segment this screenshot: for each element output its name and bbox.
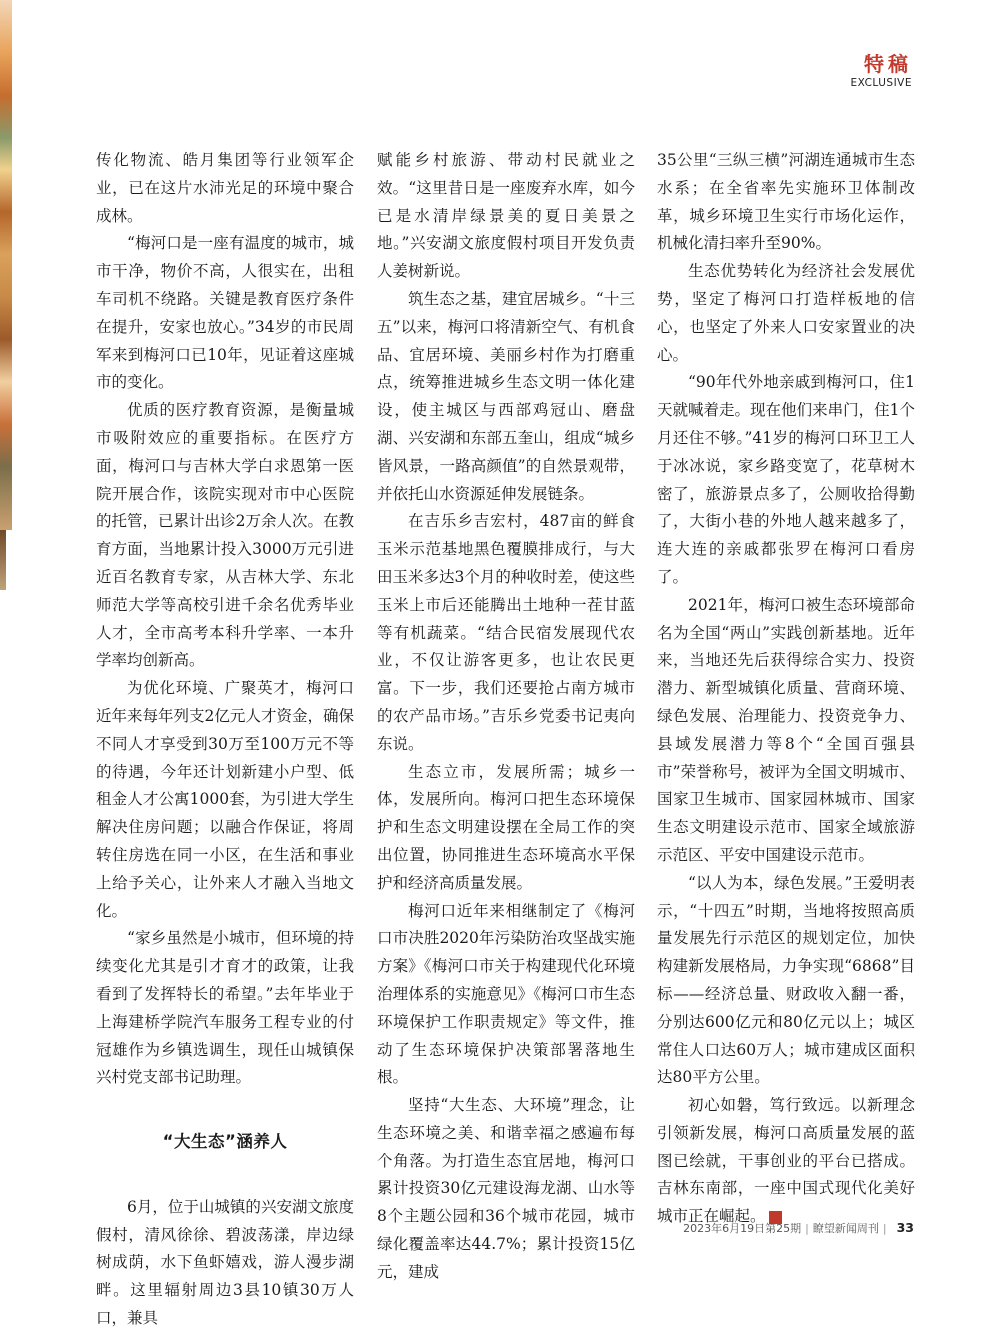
article-paragraph: 传化物流、皓月集团等行业领军企业，已在这片水沛光足的环境中聚合成林。 bbox=[96, 151, 354, 225]
article-paragraph: “以人为本，绿色发展。”王爱明表示，“十四五”时期，当地将按照高质量发展先行示范区的规划定位，加快构建新发展格局，力争实现“6868”目标——经济总量、财政收入翻一番，分别达600亿元和80亿元以上；城区常住人口达60万人；城市建成区面积达80平方公里。 bbox=[657, 873, 915, 1087]
article-paragraph: 初心如磐，笃行致远。以新理念引领新发展，梅河口高质量发展的蓝图已绘就，干事创业的平台已搭成。吉林东南部，一座中国式现代化美好城市正在崛起。 瞭 bbox=[657, 1096, 915, 1226]
page-footer: 2023年6月19日第25期 | 瞭望新闻周刊 | 33 bbox=[683, 1220, 914, 1235]
page-number: 33 bbox=[896, 1220, 914, 1235]
text-column-2 bbox=[377, 147, 635, 1287]
text-column-1 bbox=[96, 147, 354, 1333]
end-mark-icon: 瞭 bbox=[769, 1211, 782, 1224]
photo-strip-edge bbox=[0, 0, 12, 530]
article-paragraph: 在吉乐乡吉宏村，487亩的鲜食玉米示范基地黑色覆膜排成行，与大田玉米多达3个月的种收时差，使这些玉米上市后还能腾出土地种一茬甘蓝等有机蔬菜。“结合民宿发展现代农业，不仅让游客更多，也让农民更富。下一步，我们还要抢占南方城市的农产品市场。”吉乐乡党委书记夷向东说。 bbox=[377, 512, 635, 753]
section-subtitle: EXCLUSIVE bbox=[850, 77, 912, 89]
article-paragraph: “家乡虽然是小城市，但环境的持续变化尤其是引才育才的政策，让我看到了发挥特长的希望。”去年毕业于上海建桥学院汽车服务工程专业的付冠雄作为乡镇选调生，现任山城镇保兴村党支部书记助理。 bbox=[96, 929, 354, 1087]
article-paragraph: 坚持“大生态、大环境”理念，让生态环境之美、和谐幸福之感遍布每个角落。为打造生态宜居地，梅河口累计投资30亿元建设海龙湖、山水等8个主题公园和36个城市花园，城市绿化覆盖率达44.7%；累计投资15亿元，建成 bbox=[377, 1096, 635, 1281]
text-column-3 bbox=[657, 147, 915, 1231]
magazine-name: 瞭望新闻周刊 bbox=[812, 1222, 879, 1235]
article-paragraph: 优质的医疗教育资源，是衡量城市吸附效应的重要指标。在医疗方面，梅河口与吉林大学白求恩第一医院开展合作，该院实现对市中心医院的托管，已累计出诊2万余人次。在教育方面，当地累计投入3000万元引进近百名教育专家，从吉林大学、东北师范大学等高校引进千余名优秀毕业人才，全市高考本科升学率、一本升学率均创新高。 bbox=[96, 401, 354, 670]
article-paragraph: 生态立市，发展所需；城乡一体，发展所向。梅河口把生态环境保护和生态文明建设摆在全局工作的突出位置，协同推进生态环境高水平保护和经济高质量发展。 bbox=[377, 762, 635, 892]
photo-strip-edge-lower bbox=[0, 530, 6, 590]
article-paragraph: 梅河口近年来相继制定了《梅河口市决胜2020年污染防治攻坚战实施方案》《梅河口市关于构建现代化环境治理体系的实施意见》《梅河口市生态环境保护工作职责规定》等文件，推动了生态环境保护决策部署落地生根。 bbox=[377, 901, 635, 1087]
article-paragraph: 赋能乡村旅游、带动村民就业之效。“这里昔日是一座废弃水库，如今已是水清岸绿景美的夏日美景之地。”兴安湖文旅度假村项目开发负责人姜树新说。 bbox=[377, 151, 635, 281]
article-paragraph: 35公里“三纵三横”河湖连通城市生态水系；在全省率先实施环卫体制改革，城乡环境卫生实行市场化运作，机械化清扫率升至90%。 bbox=[657, 151, 915, 253]
article-paragraph: 2021年，梅河口被生态环境部命名为全国“两山”实践创新基地。近年来，当地还先后获得综合实力、投资潜力、新型城镇化质量、营商环境、绿色发展、治理能力、投资竞争力、县域发展潜力等8个“全国百强县市”荣誉称号，被评为全国文明城市、国家卫生城市、国家园林城市、国家生态文明建设示范市、国家全域旅游示范区、平安中国建设示范市。 bbox=[657, 595, 915, 864]
article-paragraph: “90年代外地亲戚到梅河口，住1天就喊着走。现在他们来串门，住1个月还住不够。”41岁的梅河口环卫工人于冰冰说，家乡路变宽了，花草树木密了，旅游景点多了，公厕收拾得勤了，大街小巷的外地人越来越多了，连大连的亲戚都张罗在梅河口看房了。 bbox=[657, 373, 915, 586]
article-paragraph: 为优化环境、广聚英才，梅河口近年来每年列支2亿元人才资金，确保不同人才享受到30万至100万元不等的待遇，今年还计划新建小户型、低租金人才公寓1000套，为引进大学生解决住房问题；以融合作保证，将周转住房选在同一小区，在生活和事业上给予关心，让外来人才融入当地文化。 bbox=[96, 679, 354, 920]
issue-date: 2023年6月19日第25期 bbox=[683, 1222, 802, 1235]
section-subheading: “大生态”涵养人 bbox=[162, 1132, 288, 1152]
section-title: 特稿 bbox=[864, 52, 912, 76]
article-paragraph: “梅河口是一座有温度的城市，城市干净，物价不高，人很实在，出租车司机不绕路。关键是教育医疗条件在提升，安家也放心。”34岁的市民周军来到梅河口已10年，见证着这座城市的变化。 bbox=[96, 234, 354, 392]
section-header bbox=[851, 53, 913, 89]
article-paragraph: 生态优势转化为经济社会发展优势，坚定了梅河口打造样板地的信心，也坚定了外来人口安家置业的决心。 bbox=[657, 262, 915, 364]
article-paragraph: 6月，位于山城镇的兴安湖文旅度假村，清风徐徐、碧波荡漾，岸边绿树成荫，水下鱼虾嬉戏，游人漫步湖畔。这里辐射周边3县10镇30万人口，兼具 bbox=[96, 1197, 354, 1328]
article-paragraph: 筑生态之基，建宜居城乡。“十三五”以来，梅河口将清新空气、有机食品、宜居环境、美丽乡村作为打磨重点，统筹推进城乡生态文明一体化建设，使主城区与西部鸡冠山、磨盘湖、兴安湖和东部五奎山，组成“城乡皆风景，一路高颜值”的自然景观带，并依托山水资源延伸发展链条。 bbox=[377, 289, 635, 503]
